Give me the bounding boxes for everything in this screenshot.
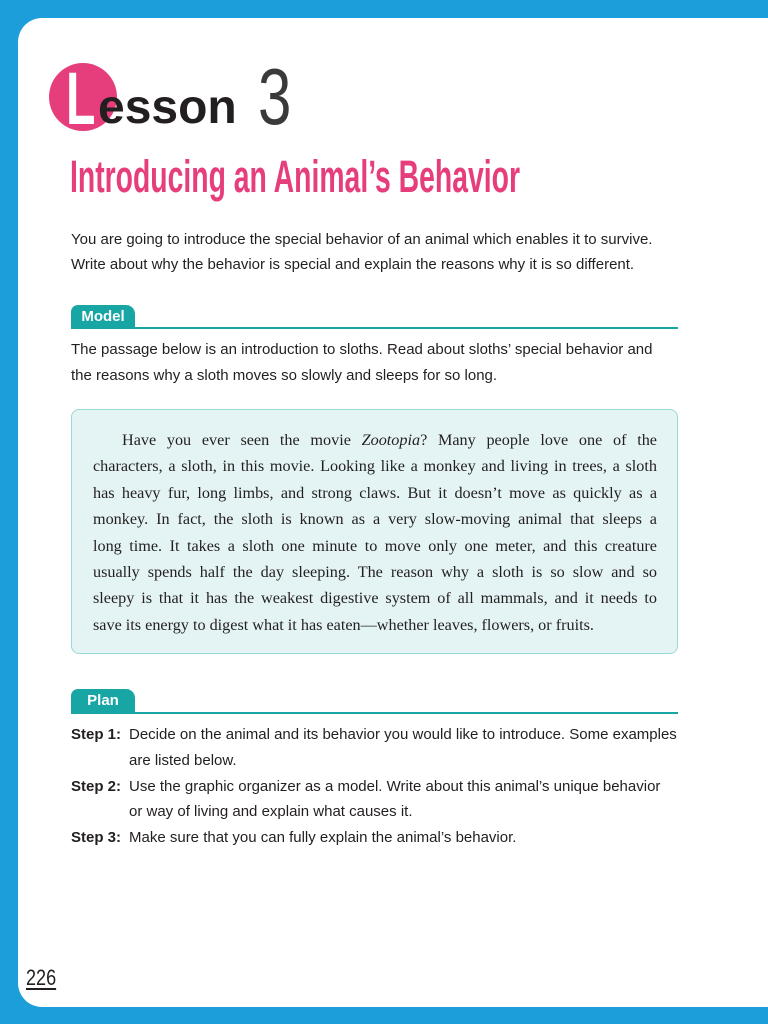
intro-line: Write about why the behavior is special and explain the reasons why it is so different. (71, 256, 635, 273)
step-label: Step 2: (71, 777, 122, 795)
passage-text: ? Many people love one of the (420, 431, 657, 449)
plan-step (71, 774, 691, 826)
step-text (129, 825, 691, 851)
passage-line: sleepy is that it has the weakest digestive system of all mammals, and it needs to (93, 589, 657, 608)
passage-line: has heavy fur, long limbs, and strong claws. But it doesn’t move as quickly as a (93, 483, 657, 502)
passage-line (93, 427, 657, 453)
passage-line: save its energy to digest what it has eaten—whether leaves, flowers, or fruits. (93, 615, 594, 634)
lesson-word: esson (98, 81, 237, 134)
passage-line: usually spends half the day sleeping. The reason why a sloth is so slow and so (93, 562, 657, 581)
step-text (129, 774, 691, 826)
movie-title-italic: Zootopia (361, 431, 421, 449)
plan-step (71, 825, 691, 851)
step-text-line: Use the graphic organizer as a model. Write about this animal’s unique behavior (129, 777, 661, 795)
lesson-initial-letter: L (66, 57, 96, 140)
step-label: Step 3: (71, 829, 122, 847)
model-section-tab: Model (71, 305, 135, 328)
plan-section-tab: Plan (71, 689, 135, 713)
lesson-number: 3 (258, 52, 292, 141)
model-description-line: the reasons why a sloth moves so slowly and sleeps for so long. (71, 367, 498, 384)
model-passage-box (71, 409, 678, 654)
page-title: Introducing an Animal’s Behavior (70, 151, 520, 202)
step-text-line: Decide on the animal and its behavior you would like to introduce. Some examples (129, 726, 677, 743)
step-text-line: are listed below. (129, 751, 237, 769)
step-text-line: Make sure that you can fully explain the animal’s behavior. (129, 829, 517, 847)
plan-section-rule (71, 712, 678, 714)
step-text-line: or way of living and explain what causes it. (129, 803, 413, 821)
passage-line: long time. It takes a sloth one minute to move only one meter, and this creature (93, 536, 657, 555)
step-label: Step 1: (71, 726, 122, 743)
passage-line: monkey. In fact, the sloth is known as a very slow-moving animal that sleeps a (93, 510, 657, 529)
plan-step (71, 722, 691, 774)
passage-line: characters, a sloth, in this movie. Looking like a monkey and living in trees, a sloth (93, 457, 657, 476)
intro-paragraph (71, 227, 652, 277)
intro-line: You are going to introduce the special behavior of an animal which enables it to survive. (71, 231, 653, 248)
step-text (129, 722, 691, 774)
model-section-rule (71, 327, 678, 329)
passage-text: Have you ever seen the movie (122, 431, 362, 449)
page-number: 226 (26, 965, 57, 990)
model-description (71, 337, 652, 389)
model-description-line: The passage below is an introduction to sloths. Read about sloths’ special behavior and (71, 341, 653, 358)
plan-steps (71, 722, 691, 851)
